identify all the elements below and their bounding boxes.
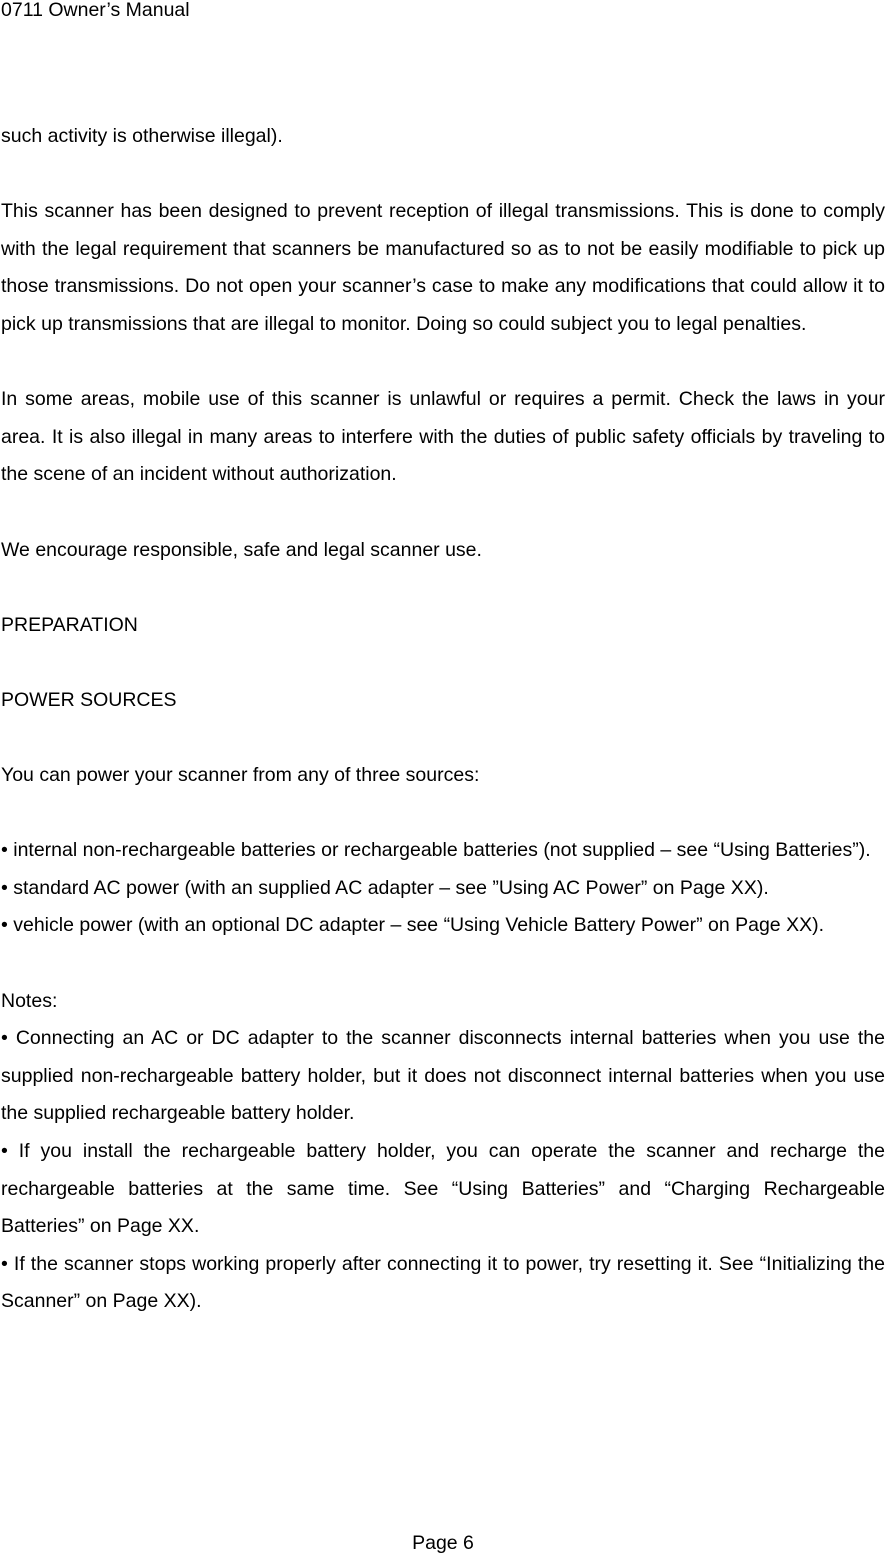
power-source-item: • standard AC power (with an supplied AC adapter – see ”Using AC Power” on Page XX).	[1, 876, 769, 899]
note-item: • Connecting an AC or DC adapter to the scanner disconnects internal batteries when you use the supplied non-rechargeable battery holder, but it does not disconnect internal batteries when you use the supplied rechargeable battery holder.	[1, 1027, 885, 1125]
paragraph-design: This scanner has been designed to prevent reception of illegal transmissions. This is done to comply with the legal requirement that scanners be manufactured so as to not be easily modifiable to pick up those transmissions. Do not open your scanner’s case to make any modifications that could allow it to pick up transmissions that are illegal to monitor. Doing so could subject you to legal penalties.	[1, 200, 885, 335]
power-intro: You can power your scanner from any of three sources:	[1, 764, 480, 787]
page-content	[1, 118, 885, 1321]
notes-label: Notes:	[1, 989, 58, 1012]
page-number: Page 6	[412, 1532, 474, 1554]
heading-power-sources: POWER SOURCES	[1, 688, 177, 711]
note-item: • If the scanner stops working properly after connecting it to power, try resetting it. See “Initializing the Scanner” on Page XX).	[1, 1252, 885, 1313]
paragraph-encourage: We encourage responsible, safe and legal scanner use.	[1, 538, 482, 561]
power-source-item: • internal non-rechargeable batteries or rechargeable batteries (not supplied – see “Using Batteries”).	[1, 839, 871, 862]
paragraph-legal-areas: In some areas, mobile use of this scanner is unlawful or requires a permit. Check the laws in your area. It is also illegal in many areas to interfere with the duties of public safety officials by traveling to the scene of an incident without authorization.	[1, 388, 885, 486]
page-header: 0711 Owner’s Manual	[1, 0, 190, 21]
power-source-item: • vehicle power (with an optional DC adapter – see “Using Vehicle Battery Power” on Page XX).	[1, 914, 824, 937]
paragraph-continuation: such activity is otherwise illegal).	[1, 125, 283, 147]
heading-preparation: PREPARATION	[1, 613, 138, 636]
note-item: • If you install the rechargeable battery holder, you can operate the scanner and recharge the rechargeable batteries at the same time. See “Using Batteries” and “Charging Rechargeable Batteries” on Page XX.	[1, 1140, 885, 1238]
